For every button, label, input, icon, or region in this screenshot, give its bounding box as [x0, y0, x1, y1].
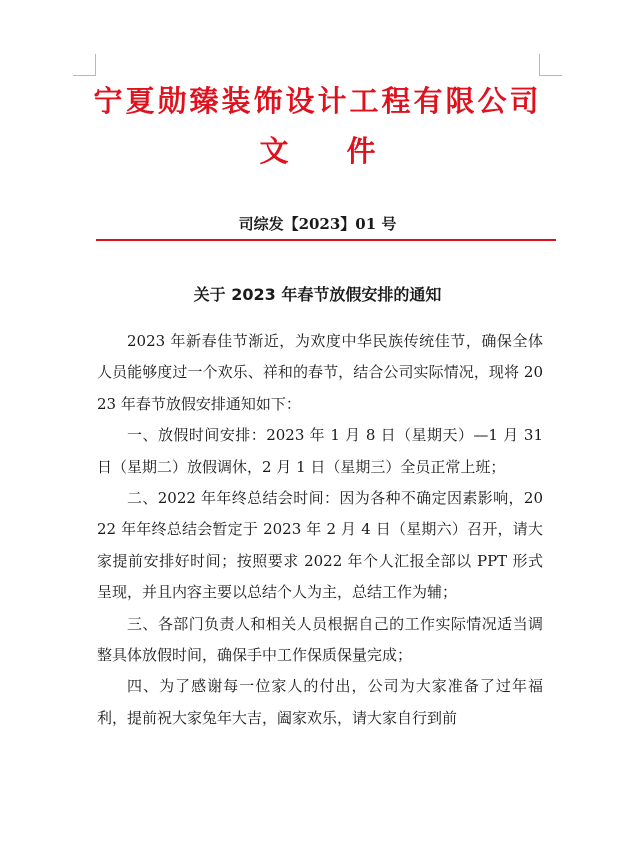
crop-mark-top-right [540, 75, 562, 76]
paragraph: 四、为了感谢每一位家人的付出，公司为大家准备了过年福利，提前祝大家兔年大吉，阖家欢乐，请大家自行到前 [97, 677, 543, 727]
company-name: 宁夏勋臻装饰设计工程有限公司 [93, 84, 542, 118]
crop-mark-top-left [95, 54, 96, 76]
crop-mark-top-right [539, 54, 540, 76]
crop-mark-top-left [73, 75, 95, 76]
red-separator-line [96, 239, 556, 241]
paragraph: 一、放假时间安排：2023 年 1 月 8 日（星期天）—1 月 31 日（星期二）放假调休，2 月 1 日（星期三）全员正常上班； [97, 426, 543, 476]
notice-title: 关于 2023 年春节放假安排的通知 [193, 285, 442, 304]
document-type: 文 件 [259, 134, 400, 168]
paragraph: 2023 年新春佳节渐近，为欢度中华民族传统佳节，确保全体人员能够度过一个欢乐、祥和的春节，结合公司实际情况，现将 2023 年春节放假安排通知如下： [97, 332, 543, 413]
paragraph: 三、各部门负责人和相关人员根据自己的工作实际情况适当调整具体放假时间，确保手中工作保质保量完成； [97, 614, 543, 665]
paragraph: 二、2022 年年终总结会时间：因为各种不确定因素影响，2022 年年终总结会暂定于 2023 年 2 月 4 日（星期六）召开，请大家提前安排好时间；按照要求 2022 年个人汇报全部以 PPT 形式呈现，并且内容主要以总结个人为主，总结工作为辅； [97, 489, 543, 602]
notice-body [97, 326, 543, 734]
document-number: 司综发【2023】01 号 [238, 215, 397, 233]
